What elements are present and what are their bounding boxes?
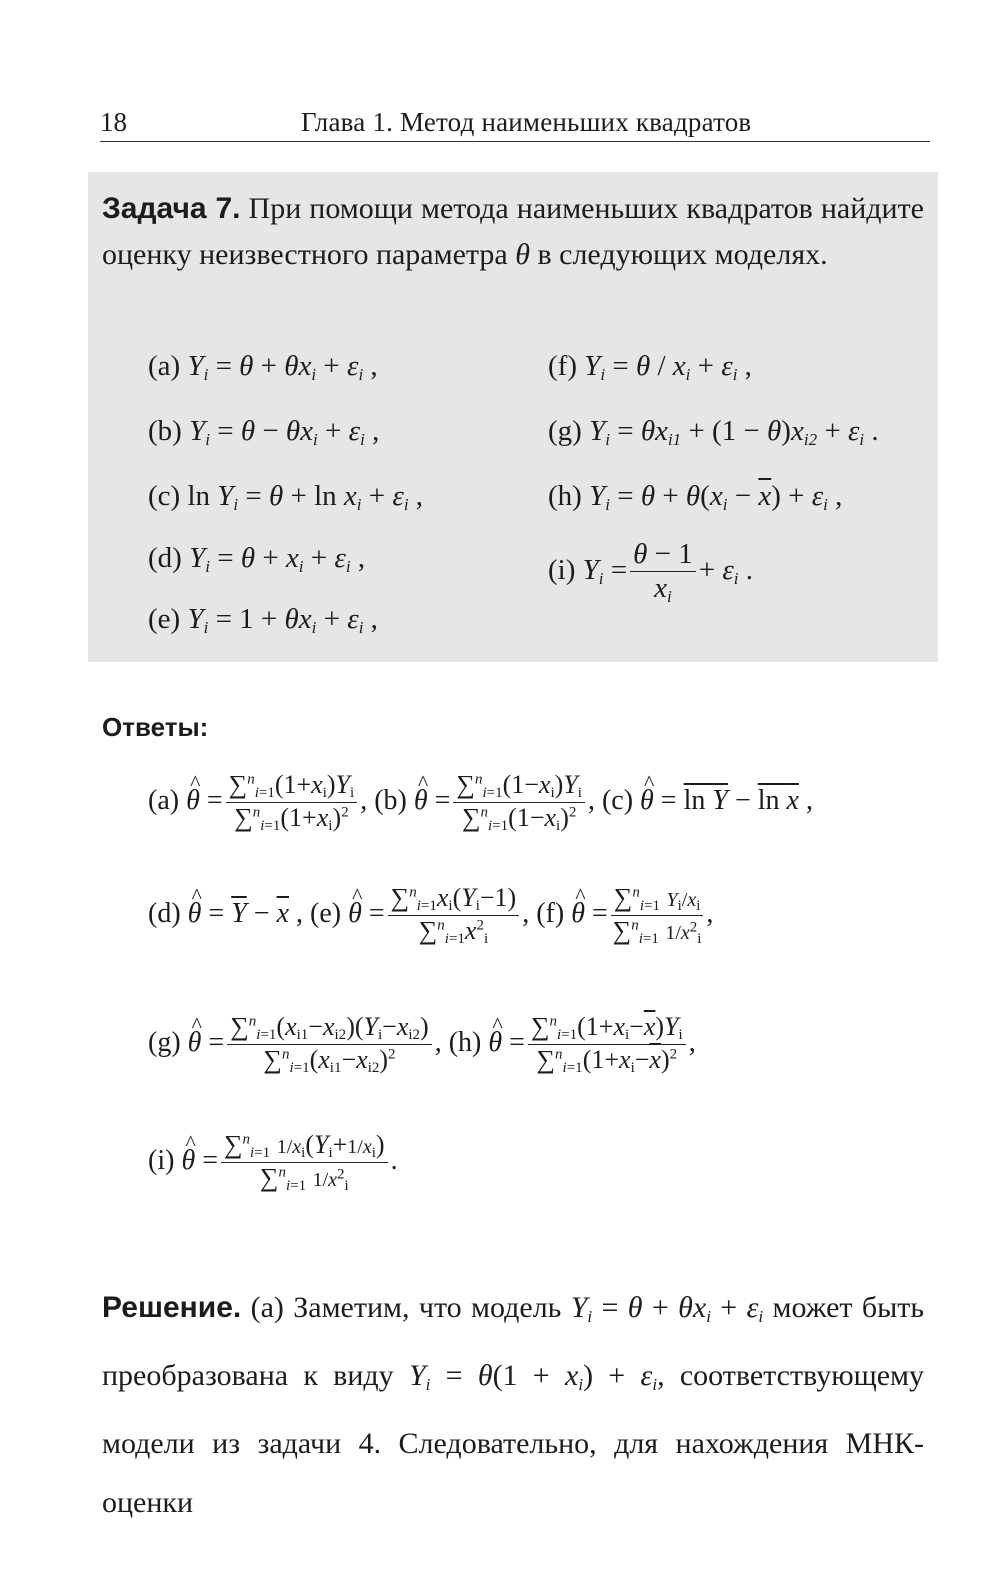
model-c-formula: $\ln Y_i = \theta + \ln x_i + \varepsilon_i$ , [187,480,424,514]
model-e-formula: $Y_i = 1 + \theta x_i + \varepsilon_i$ , [187,603,378,637]
model-i-formula: $Y_i$ = $\frac{\theta - 1}{x_i}$ + $\varepsilon_i$ . [582,538,753,607]
model-c-label: (c) [148,480,181,512]
model-c [148,480,423,515]
answer-row-1 [148,770,813,836]
answer-a-formula: ^ θ = $\frac{\sum^n_{i=1}(1+x_i)Y_i}{\sum^n_{i=1}(1+x_i)^2}$ , [186,785,367,816]
model-f-label: (f) [548,350,577,382]
answer-e-label: (e) [310,898,342,930]
answer-d-label: (d) [148,898,181,930]
model-d [148,542,365,577]
task-statement [102,186,924,278]
answer-f-formula: ^ θ = $\frac{\sum^n_{i=1} Y_i/x_i}{\sum^n_{i=1} 1/x^2_i}$ , [571,898,713,929]
model-f [548,350,752,385]
page-header [100,103,930,142]
model-g-formula: $Y_i = \theta x_{i1} + (1 - \theta)x_{i2} + \varepsilon_i$ . [589,415,879,449]
model-a [148,350,378,385]
solution-formula-2: $Y_i = \theta(1 + x_i) + \varepsilon_i$ [408,1359,658,1394]
model-b [148,415,379,450]
answer-row-4 [148,1130,398,1196]
answer-row-2 [148,883,713,949]
model-b-formula: $Y_i = \theta - \theta x_i + \varepsilon_i$ , [189,415,380,449]
model-i [548,538,753,607]
answer-b-label: (b) [374,785,407,817]
page-number: 18 [100,107,127,137]
answer-a-label: (a) [148,785,180,817]
model-b-label: (b) [148,415,182,447]
answer-i-label: (i) [148,1145,175,1177]
answer-f-label: (f) [536,898,565,930]
model-e-label: (e) [148,603,181,635]
model-d-formula: $Y_i = \theta + x_i + \varepsilon_i$ , [189,542,366,576]
task-text-a: При помощи метода наименьших квадратов найдите оценку неизвестного параметра [102,192,924,271]
answer-e-formula: ^ θ = $\frac{\sum^n_{i=1}x_i(Y_i-1)}{\sum^n_{i=1}x^2_i}$ , [348,898,529,929]
model-h [548,480,842,515]
solution-paragraph [102,1278,924,1532]
solution-text-1: (a) Заметим, что модель [250,1291,562,1324]
answer-g-formula: ^ θ = $\frac{\sum^n_{i=1}(x_{i1}-x_{i2})(Y_i-x_{i2})}{\sum^n_{i=1}(x_{i1}-x_{i2})^2}$ , [188,1027,442,1058]
model-h-formula: $Y_i = \theta + \theta(x_i - \overline{x}) + \varepsilon_i$ , [589,480,843,514]
model-g [548,415,879,450]
solution-text-3: , соответствующему модели из задачи 4. Следовательно, для нахождения МНК-оценки [102,1359,925,1519]
solution-label: Решение. [102,1291,242,1324]
model-a-formula: $Y_i = \theta + \theta x_i + \varepsilon_i$ , [187,350,378,384]
model-i-label: (i) [548,554,576,587]
model-a-label: (a) [148,350,181,382]
model-g-label: (g) [548,415,582,447]
answers-heading: Ответы: [102,712,209,742]
task-param: θ [515,238,530,271]
answer-h-label: (h) [448,1027,482,1059]
model-h-label: (h) [548,480,582,512]
task-label: Задача 7. [102,192,241,225]
answer-i-formula: ^ θ = $\frac{\sum^n_{i=1} 1/x_i(Y_i+1/x_i)}{\sum^n_{i=1} 1/x^2_i}$ . [181,1145,397,1176]
model-d-label: (d) [148,542,182,574]
model-e [148,603,378,638]
answer-h-formula: ^ θ = $\frac{\sum^n_{i=1}(1+x_i-\overline{x})Y_i}{\sum^n_{i=1}(1+x_i-\overline{x})^2}$ , [488,1027,695,1058]
answer-g-label: (g) [148,1027,181,1059]
answer-c-label: (c) [601,785,634,817]
running-title: Глава 1. Метод наименьших квадратов [301,107,752,137]
answer-row-3 [148,1012,696,1078]
answer-b-formula: ^ θ = $\frac{\sum^n_{i=1}(1-x_i)Y_i}{\sum^n_{i=1}(1-x_i)^2}$ , [414,785,595,816]
answer-c-formula: ^ θ = ln Y − ln x , [640,785,813,816]
model-f-formula: $Y_i = \theta / x_i + \varepsilon_i$ , [584,350,752,384]
solution-text-2: может быть преобразована к виду [102,1291,925,1392]
task-text-b: в следующих моделях. [537,238,828,271]
answer-d-formula: ^ $\theta = \overline{Y} - \overline{x}$ , [188,898,303,929]
solution-formula-1: $Y_i = \theta + \theta x_i + \varepsilon_i$ [570,1291,764,1326]
